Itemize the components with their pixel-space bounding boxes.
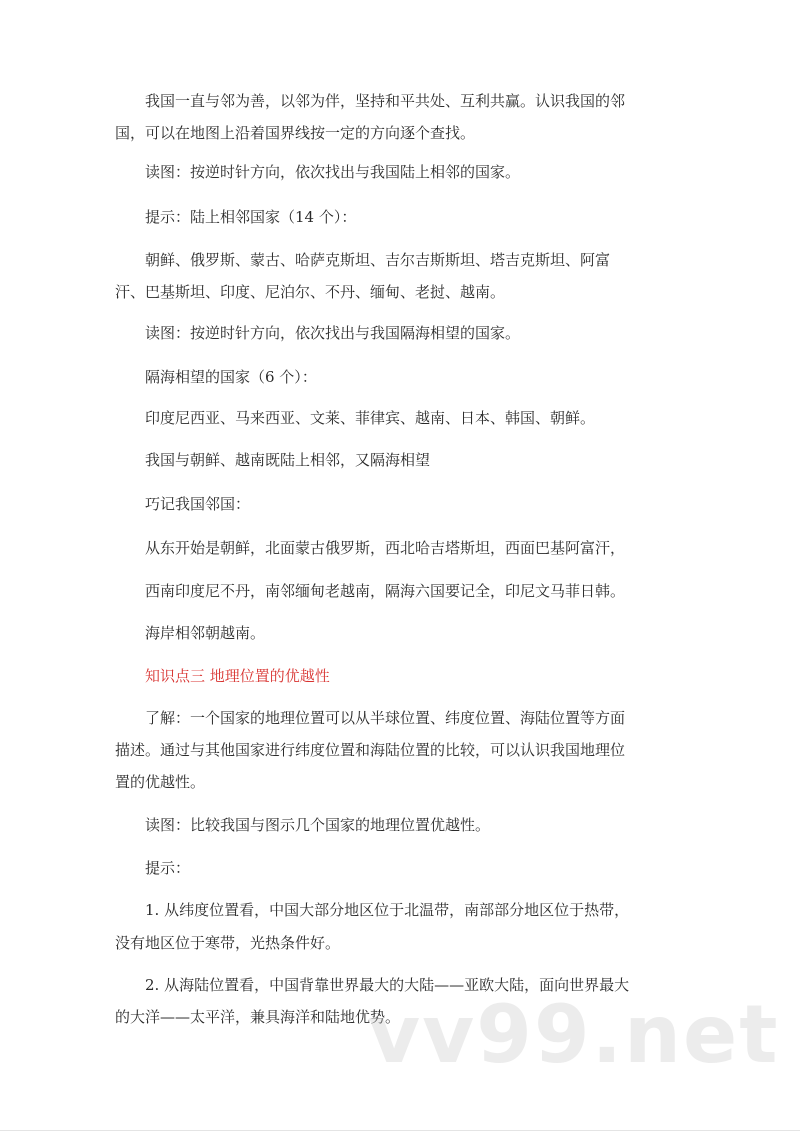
paragraph-line: 读图：按逆时针方向，依次找出与我国隔海相望的国家。 <box>145 324 521 342</box>
paragraph-line: 读图：按逆时针方向，依次找出与我国陆上相邻的国家。 <box>145 163 521 181</box>
paragraph-line: 从东开始是朝鲜，北面蒙古俄罗斯，西北哈吉塔斯坦，西面巴基阿富汗， <box>145 539 626 557</box>
paragraph-line: 朝鲜、俄罗斯、蒙古、哈萨克斯坦、吉尔吉斯斯坦、塔吉克斯坦、阿富 <box>145 251 611 269</box>
paragraph-line: 隔海相望的国家（6 个）： <box>145 368 317 386</box>
paragraph-line: 印度尼西亚、马来西亚、文莱、菲律宾、越南、日本、韩国、朝鲜。 <box>145 409 596 427</box>
paragraph-line: 汗、巴基斯坦、印度、尼泊尔、不丹、缅甸、老挝、越南。 <box>115 283 506 301</box>
paragraph-line: 1. 从纬度位置看，中国大部分地区位于北温带，南部部分地区位于热带， <box>145 901 630 919</box>
paragraph-line: 巧记我国邻国： <box>145 495 251 513</box>
paragraph-line: 我国一直与邻为善，以邻为伴，坚持和平共处、互利共赢。认识我国的邻 <box>145 92 626 110</box>
section-heading: 知识点三 地理位置的优越性 <box>145 667 330 685</box>
paragraph-line: 西南印度尼不丹，南邻缅甸老越南，隔海六国要记全，印尼文马菲日韩。 <box>145 582 626 600</box>
paragraph-line: 的大洋——太平洋，兼具海洋和陆地优势。 <box>115 1008 401 1026</box>
paragraph-line: 提示： <box>145 859 191 877</box>
paragraph-line: 置的优越性。 <box>115 773 206 791</box>
paragraph-line: 国，可以在地图上沿着国界线按一定的方向逐个查找。 <box>115 124 476 142</box>
paragraph-line: 我国与朝鲜、越南既陆上相邻，又隔海相望 <box>145 451 431 469</box>
watermark: vv99.net <box>368 988 780 1081</box>
paragraph-line: 描述。通过与其他国家进行纬度位置和海陆位置的比较，可以认识我国地理位 <box>115 741 626 759</box>
paragraph-line: 海岸相邻朝越南。 <box>145 624 266 642</box>
paragraph-line: 2. 从海陆位置看，中国背靠世界最大的大陆——亚欧大陆，面向世界最大 <box>145 976 630 994</box>
paragraph-line: 了解：一个国家的地理位置可以从半球位置、纬度位置、海陆位置等方面 <box>145 709 626 727</box>
paragraph-line: 提示：陆上相邻国家（14 个）： <box>145 208 357 226</box>
paragraph-line: 读图：比较我国与图示几个国家的地理位置优越性。 <box>145 816 491 834</box>
paragraph-line: 没有地区位于寒带，光热条件好。 <box>115 934 341 952</box>
